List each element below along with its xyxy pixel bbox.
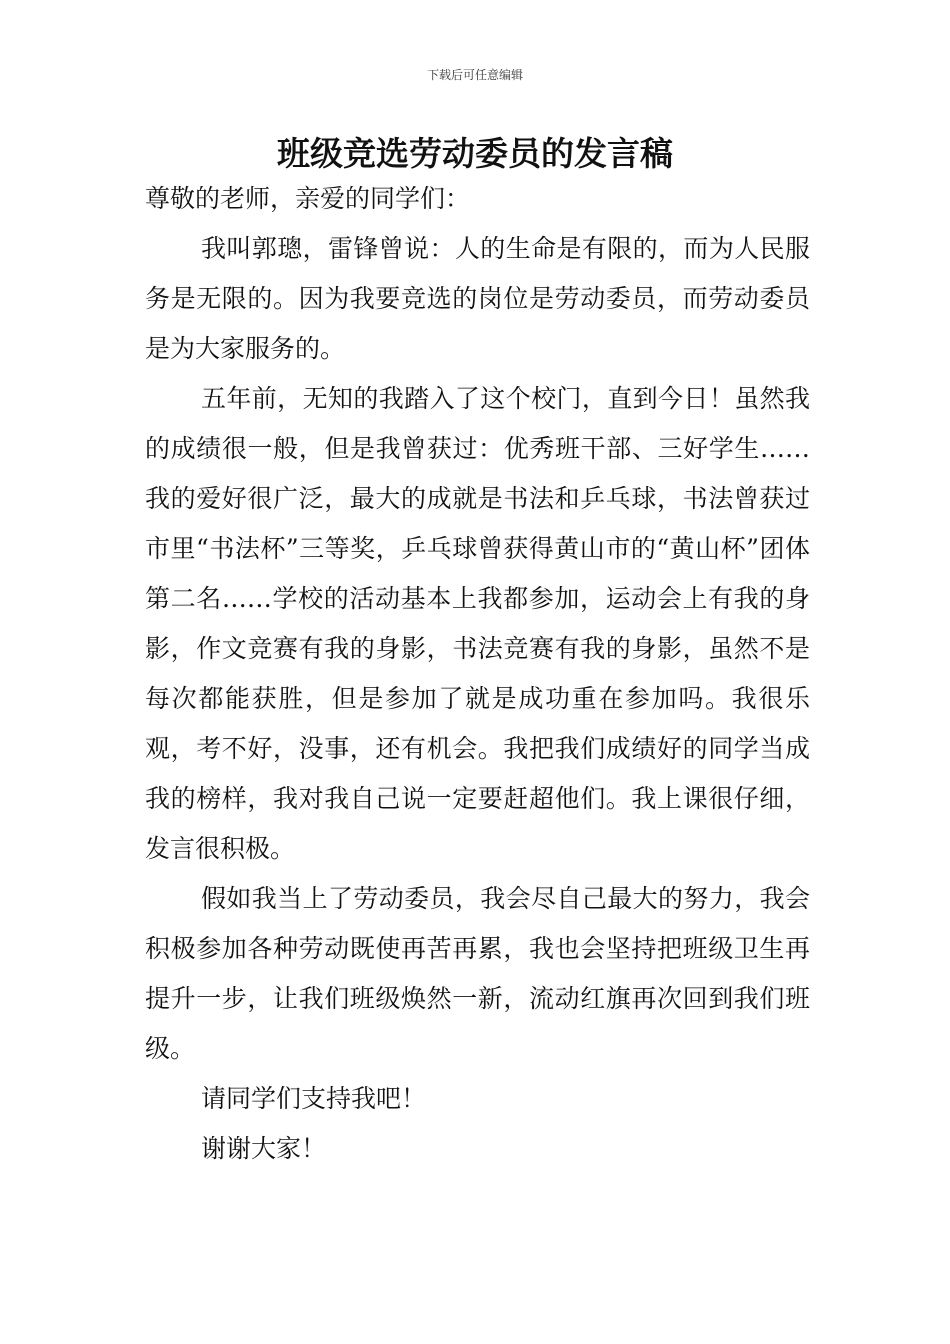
header-note: 下载后可任意编辑 xyxy=(426,68,523,82)
paragraph-support-request: 请同学们支持我吧！ xyxy=(201,1084,427,1113)
paragraph-background: 五年前，无知的我踏入了这个校门，直到今日！虽然我的成绩很一般，但是我曾获过：优秀班干部、三好学生……我的爱好很广泛，最大的成就是书法和乒乓球，书法曾获过市里“书法杯”三等奖，乒乓球曾获得黄山市的“黄山杯”团体第二名……学校的活动基本上我都参加，运动会上有我的身影，作文竞赛有我的身影，书法竞赛有我的身影，虽然不是每次都能获胜，但是参加了就是成功重在参加吗。我很乐观，考不好，没事，还有机会。我把我们成绩好的同学当成我的榜样，我对我自己说一定要赶超他们。我上课很仔细，发言很积极。 xyxy=(145,384,810,863)
salutation: 尊敬的老师，亲爱的同学们： xyxy=(145,184,471,213)
paragraph-intro: 我叫郭璁，雷锋曾说：人的生命是有限的，而为人民服务是无限的。因为我要竞选的岗位是劳动委员，而劳动委员是为大家服务的。 xyxy=(145,234,810,363)
paragraph-thanks: 谢谢大家！ xyxy=(201,1134,327,1163)
document-body xyxy=(145,174,810,1174)
paragraph-pledge: 假如我当上了劳动委员，我会尽自己最大的努力，我会积极参加各种劳动既使再苦再累，我也会坚持把班级卫生再提升一步，让我们班级焕然一新，流动红旗再次回到我们班级。 xyxy=(145,884,810,1063)
document-title: 班级竞选劳动委员的发言稿 xyxy=(277,134,673,173)
